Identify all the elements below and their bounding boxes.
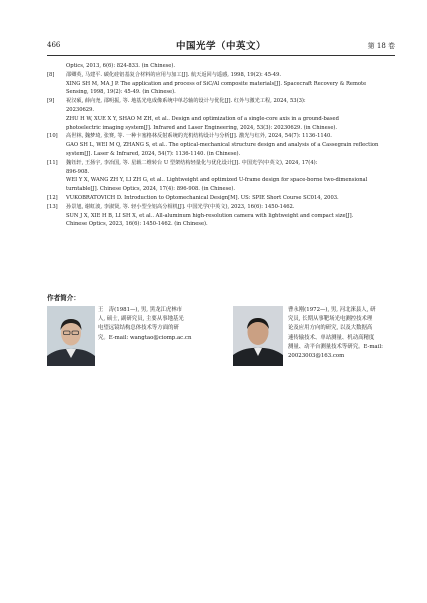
reference-number: [9] (47, 98, 55, 105)
issue-label: 第 18 卷 (367, 42, 395, 50)
author-bio-line: 测量、动平台测量技术等研究。E-mail: (288, 343, 383, 350)
author-bio-cao (288, 306, 400, 361)
reference-number: [12] (47, 194, 58, 201)
reference-item (47, 203, 395, 229)
author-bio-line: 曹永刚(1972—), 男, 河北淶县人, 研 (288, 307, 376, 313)
reference-text-line: photoelectric imaging system[J]. Infrared and Laser Engineering, 2024, 53(3): 20230629. (in Chinese). (66, 124, 338, 131)
header-rule (47, 55, 395, 56)
reference-text-line: SUN J X, XIE H B, LI SH X, et al.. All-aluminum high-resolution camera with lightweight and compact size[J]. (66, 212, 354, 219)
reference-text-line: Chinese Optics, 2023, 16(6): 1450-1462. (in Chinese). (66, 221, 208, 228)
journal-title: 中国光学（中英文） (175, 41, 266, 52)
reference-item (47, 62, 395, 71)
author-bio-line: 王 涛(1981—), 男, 黑龙江虎林市 (98, 307, 183, 313)
author-photo-cao (233, 306, 283, 366)
reference-number: [8] (47, 71, 55, 78)
reference-list (47, 62, 395, 229)
author-bio-line: 速传输技术、单站测量、机动高精度 (288, 334, 375, 341)
reference-number: [13] (47, 203, 58, 210)
reference-text-line: 邵卿英, 马建平. 碳化硅铝基复合材料的应用与加工[J]. 航天返回与遥感, 1998, 19(2): 45-49. (66, 71, 282, 78)
reference-text-line: ZHU H W, XUE X Y, SHAO M ZH, et al.. Design and optimization of a single-core axis in a ground-based (66, 115, 339, 122)
author-bio-line: 论及应用方向的研究, 以及大数据高 (288, 325, 373, 332)
reference-text-line: 896-908. (66, 168, 90, 175)
author-bio-wang (98, 306, 224, 343)
reference-text-line: 祝汉硕, 薛向尧, 邵明振, 等. 地基光电成像系统中单芯轴的设计与优化[J]. 红外与激光工程, 2024, 53(3): (66, 98, 306, 105)
reference-text-line: Optics, 2013, 6(6): 824-833. (in Chinese). (66, 63, 176, 69)
reference-number: [11] (47, 159, 58, 166)
reference-text-line: Sensing, 1998, 19(2): 45-49. (in Chinese). (66, 89, 176, 96)
reference-text-line: 高世林, 魏梦琦, 张赛, 等. 一种卡塞格林反射系统的光机结构设计与分析[J]. 激光与红外, 2024, 54(7): 1136-1140. (66, 133, 332, 140)
author-intro-title: 作者简介： (47, 294, 80, 302)
reference-item (47, 194, 395, 203)
reference-text-line: GAO SH L, WEI M Q, ZHANG S, et al.. The optical-mechanical structure design and analysis of a Cassegrain reflection (66, 142, 379, 149)
reference-text-line: system[J]. Laser & Infrared, 2024, 54(7): 1136-1140. (in Chinese). (66, 150, 241, 157)
reference-text-line: XING SH M, MA J P. The application and process of SiC/Al composite materials[J]. Spacecraft Recovery & Remote (66, 80, 367, 87)
author-photo-cao-icon (233, 306, 283, 366)
reference-text-line: turntable[J]. Chinese Optics, 2024, 17(4): 896-908. (in Chinese). (66, 186, 235, 193)
author-bio-line: 电望远镜结构总体技术等方面的研 (98, 325, 179, 332)
reference-number: [10] (47, 133, 58, 140)
author-bio-line: 人, 硕士, 副研究员, 主要从事地基光 (98, 316, 184, 323)
author-photo-wang-icon (47, 306, 95, 366)
reference-text-line: VUKOBRATOVICH D. Introduction to Optomechanical Design[M]. US: SPIE Short Course SC014, 2003. (66, 194, 339, 201)
author-bio-line: 究员, 长期从事靶场光电测控技术理 (288, 316, 373, 323)
reference-item (47, 132, 395, 158)
reference-item (47, 97, 395, 132)
reference-item (47, 71, 395, 97)
reference-text-line: WEI Y X, WANG ZH Y, LI ZH G, et al.. Lightweight and optimized U-frame design for space-borne two-dimensional (66, 177, 368, 184)
author-photo-wang (47, 306, 95, 366)
reference-text-line: 魏钰轩, 王扬宇, 李冶国, 等. 星载二维转台 U 型架结构轻量化与优化设计[J]. 中国光学(中英文), 2024, 17(4): (66, 159, 318, 166)
reference-text-line: 20230629. (66, 106, 95, 113)
page-header (47, 38, 395, 52)
page-number: 466 (47, 41, 61, 49)
reference-item (47, 159, 395, 194)
reference-text-line: 孙景旭, 谢虹波, 李淑贤, 等. 轻小型全铝高分相机[J]. 中国光学(中英文), 2023, 16(6): 1450-1462. (66, 203, 295, 210)
author-bio-line: 究。E-mail: wangtao@ciomp.ac.cn (98, 334, 192, 341)
author-bio-line: 20023003@163.com (288, 353, 345, 360)
